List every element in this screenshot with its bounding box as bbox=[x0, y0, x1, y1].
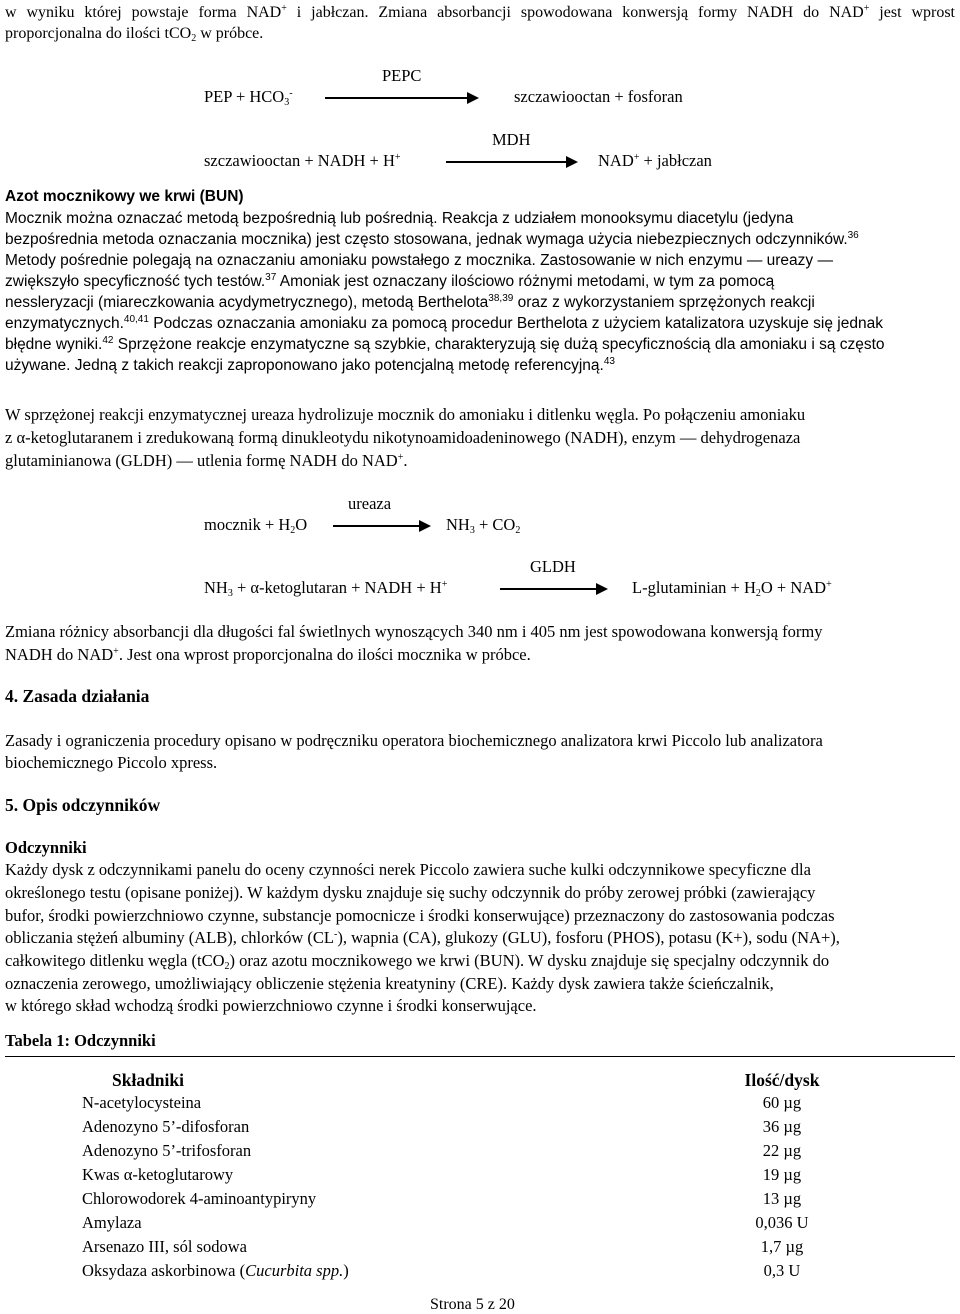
reaction1-enzyme: PEPC bbox=[382, 66, 422, 85]
table-header-row bbox=[82, 1070, 852, 1094]
reaction2-arrow bbox=[446, 161, 576, 163]
reaction1-right: szczawiooctan + fosforan bbox=[514, 87, 683, 106]
table-cell-component: Kwas α-ketoglutarowy bbox=[82, 1165, 234, 1184]
table-cell-component: Oksydaza askorbinowa (Cucurbita spp.) bbox=[82, 1261, 349, 1280]
table-cell-amount: 60 µg bbox=[762, 1093, 802, 1112]
table-cell-amount: 22 µg bbox=[762, 1141, 802, 1160]
section4-line: Zasady i ograniczenia procedury opisano w podręczniku operatora biochemicznego analizatora krwi Piccolo lub analizatora bbox=[5, 731, 823, 750]
bun-line: zwiększyło specyficzność tych testów.$^{37}$ Amoniak jest oznaczany ilościowo różnymi metodami, w tym za pomocą bbox=[5, 272, 775, 290]
coupled-line: z α-ketoglutaranem i zredukowaną formą dinukleotydu nikotynoamidoadeninowego (NADH), enzym — dehydrogenaza bbox=[5, 428, 801, 447]
table-row bbox=[82, 1237, 852, 1261]
reaction3-enzyme: ureaza bbox=[348, 494, 392, 513]
table-header-cell: Ilość/dysk bbox=[744, 1070, 820, 1090]
table-cell-italic: Cucurbita spp. bbox=[245, 1261, 344, 1280]
reaction2-left: szczawiooctan + NADH + H+ bbox=[204, 151, 401, 170]
table-row bbox=[82, 1261, 852, 1285]
bun-line: bezpośrednia metoda oznaczania mocznika) jest często stosowana, jednak wymaga użycia niebezpiecznych odczynników.$^{36}$ bbox=[5, 230, 859, 248]
section5-title: 5. Opis odczynników bbox=[5, 795, 161, 815]
table-cell-amount: 36 µg bbox=[762, 1117, 802, 1136]
diff-line: NADH do NAD+. Jest ona wprost proporcjonalna do ilości mocznika w próbce. bbox=[5, 645, 531, 664]
table-row bbox=[82, 1117, 852, 1141]
reaction4-arrow bbox=[500, 588, 606, 590]
table-cell-component: Chlorowodorek 4-aminoantypiryny bbox=[82, 1189, 317, 1208]
table-cell-amount: 0,3 U bbox=[763, 1261, 801, 1280]
table-row bbox=[82, 1189, 852, 1213]
table-header-cell: Składniki bbox=[112, 1070, 184, 1090]
section5-line: określonego testu (opisane poniżej). W każdym dysku znajduje się suchy odczynnik do próby zerowej próbki (zawierający bbox=[5, 883, 816, 902]
reaction4-enzyme: GLDH bbox=[530, 557, 576, 576]
reagents-subheading: Odczynniki bbox=[5, 838, 87, 857]
section5-line: bufor, środki powierzchniowo czynne, substancje pomocnicze i środki konserwujące) przeznaczony do zastosowania podczas bbox=[5, 906, 835, 925]
table-cell-amount: 0,036 U bbox=[755, 1213, 809, 1232]
section4-title: 4. Zasada działania bbox=[5, 686, 150, 706]
table-cell-component: N-acetylocysteina bbox=[82, 1093, 202, 1112]
table-rule bbox=[5, 1056, 955, 1057]
table-row bbox=[82, 1141, 852, 1165]
table-row bbox=[82, 1093, 852, 1117]
table-row bbox=[82, 1165, 852, 1189]
intro-paragraph: w wyniku której powstaje forma NAD+ i jabłczan. Zmiana absorbancji spowodowana konwersją formy NADH do NAD+ jest wprost proporcjonalna do ilości tCO$_2$ w próbce. bbox=[5, 3, 955, 44]
bun-line: błędne wyniki.$^{42}$ Sprzężone reakcje enzymatyczne są szybkie, charakteryzują się dużą specyficznością dla amoniaku i są często bbox=[5, 335, 885, 353]
table-cell-amount: 19 µg bbox=[762, 1165, 802, 1184]
table-cell-component: Arsenazo III, sól sodowa bbox=[82, 1237, 247, 1256]
section5-line: oznaczenia zerowego, umożliwiający obliczenie stężenia kreatyniny (CRE). Każdy dysk zawiera także ścieńczalnik, bbox=[5, 974, 774, 993]
bun-line: nessleryzacji (miareczkowania acydymetrycznego), metodą Berthelota$^{38,39}$ oraz z wykorzystaniem sprzężonych reakcji bbox=[5, 293, 815, 311]
intro-text: w wyniku której powstaje forma NAD bbox=[5, 4, 282, 21]
page-number: Strona 5 z 20 bbox=[430, 1296, 515, 1313]
table-cell-component: Adenozyno 5’-difosforan bbox=[82, 1117, 250, 1136]
reaction1-arrow bbox=[325, 97, 477, 99]
reaction3-left: mocznik + $H_2O$ bbox=[204, 515, 308, 536]
bun-line: Metody pośrednie polegają na oznaczaniu amoniaku powstałego z mocznika. Zastosowanie w nich enzymu — ureazy — bbox=[5, 252, 833, 269]
coupled-line: W sprzężonej reakcji enzymatycznej ureaza hydrolizuje mocznik do amoniaku i ditlenku węgla. Po połączeniu amoniaku bbox=[5, 405, 806, 424]
table-cell-amount: 1,7 µg bbox=[760, 1237, 804, 1256]
section5-line: całkowitego ditlenku węgla (tCO$_2$) oraz azotu mocznikowego we krwi (BUN). W dysku znajduje się specjalny odczynnik do bbox=[5, 951, 830, 972]
diff-line: Zmiana różnicy absorbancji dla długości fal świetlnych wynoszących 340 nm i 405 nm jest spowodowana konwersją formy bbox=[5, 622, 823, 641]
bun-line: Mocznik można oznaczać metodą bezpośrednią lub pośrednią. Reakcja z udziałem monooksymu diacetylu (jedyna bbox=[5, 210, 794, 227]
table-caption: Tabela 1: Odczynniki bbox=[5, 1031, 156, 1050]
reaction4-right: L-glutaminian + $H_2O + NAD^+$ bbox=[632, 578, 832, 599]
bun-line: enzymatycznych.$^{40,41}$ Podczas oznaczania amoniaku za pomocą procedur Berthelota z użyciem katalizatora uzyskuje się jednak bbox=[5, 314, 883, 332]
section5-line: w którego skład wchodzą środki powierzchniowo czynne i środki konserwujące. bbox=[5, 996, 537, 1015]
bun-heading: Azot mocznikowy we krwi (BUN) bbox=[5, 188, 244, 205]
reaction1-left: PEP + $HCO_3^-$ bbox=[204, 87, 293, 108]
reaction2-right: NAD+ + jabłczan bbox=[598, 151, 712, 170]
reaction3-arrow bbox=[333, 525, 429, 527]
reaction2-enzyme: MDH bbox=[492, 130, 531, 149]
section5-line: Każdy dysk z odczynnikami panelu do oceny czynności nerek Piccolo zawiera suche kulki odczynnikowe specyficzne dla bbox=[5, 860, 811, 879]
table-cell-tail: ) bbox=[343, 1261, 349, 1280]
section4-line: biochemicznego Piccolo xpress. bbox=[5, 753, 218, 772]
table-cell-amount: 13 µg bbox=[762, 1189, 802, 1208]
table-cell-component: Amylaza bbox=[82, 1213, 142, 1232]
reaction3-right: $NH_3 + CO_2$ bbox=[446, 515, 521, 536]
section5-line: obliczania stężeń albuminy (ALB), chlorków (CL-), wapnia (CA), glukozy (GLU), fosforu (PHOS), potasu (K+), sodu (NA+), bbox=[5, 928, 840, 947]
reaction4-left: $NH_3$ + α-ketoglutaran + NADH + H+ bbox=[204, 578, 448, 599]
table-cell-component: Adenozyno 5’-trifosforan bbox=[82, 1141, 252, 1160]
bun-line: używane. Jedną z takich reakcji zaproponowano jako potencjalną metodę referencyjną.$^{43}$ bbox=[5, 356, 615, 374]
coupled-line: glutaminianowa (GLDH) — utlenia formę NADH do NAD+. bbox=[5, 451, 408, 470]
table-row bbox=[82, 1213, 852, 1237]
